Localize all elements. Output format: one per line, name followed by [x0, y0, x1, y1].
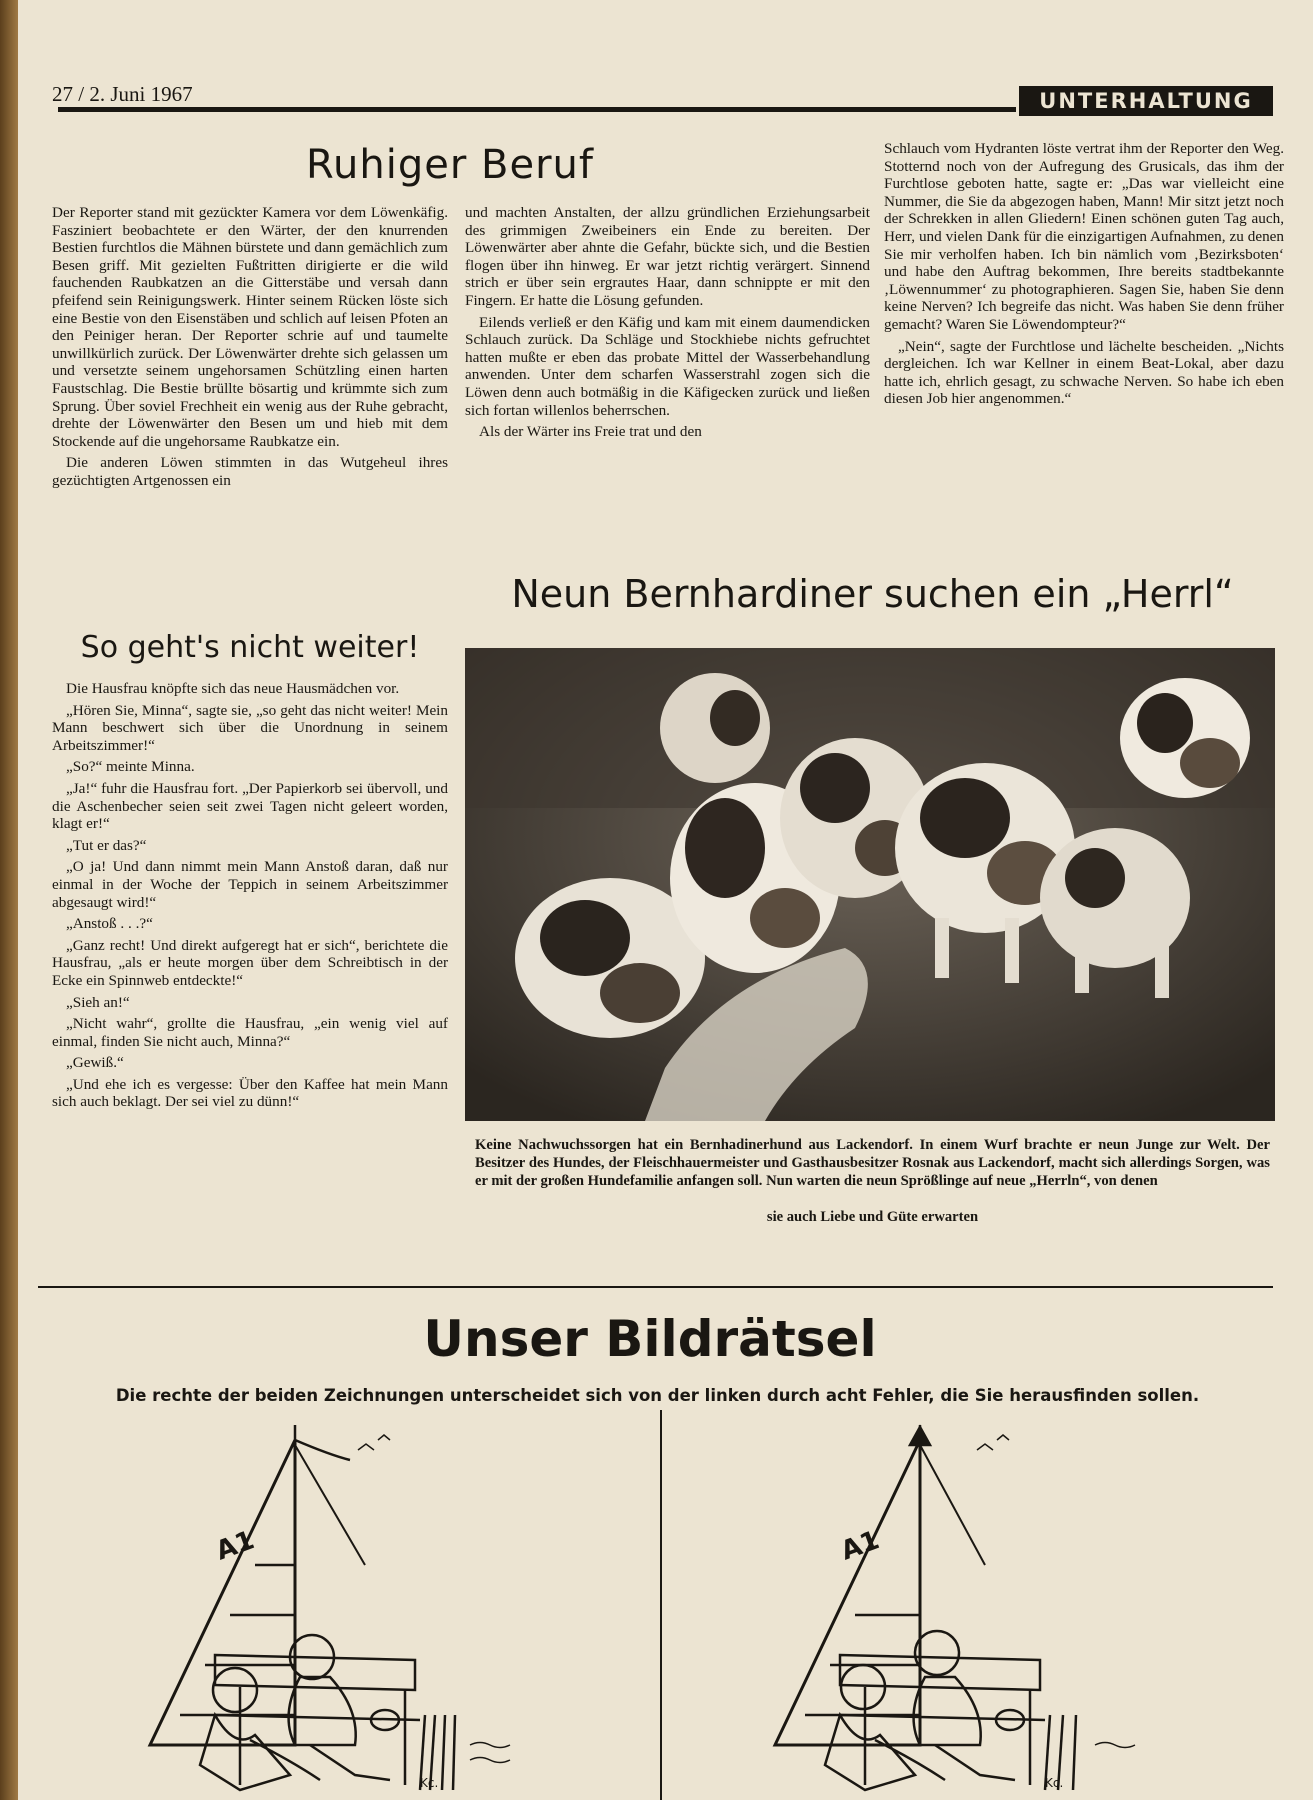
- puzzle-drawing-right: [745, 1415, 1215, 1795]
- article-title-ruhiger-beruf: Ruhiger Beruf: [306, 142, 594, 188]
- article1-paragraph: Als der Wärter ins Freie trat und den: [479, 423, 702, 441]
- article-title-bernhardiner: Neun Bernhardiner suchen ein „Herrl“: [511, 572, 1234, 616]
- puppies-photo: [465, 648, 1275, 1121]
- article1-column2: [465, 204, 870, 445]
- article1-paragraph: Eilends verließ er den Käfig und kam mit einem daumendicken Schlauch zurück. Da Schläge und Stockhiebe nichts gefruchtet hatten mußte er eben das probate Mittel der Wasserbehandlung anwenden. Unter dem scharfen Wasserstrahl zogen sich die Löwen denn auch botmäßig in die Käfigecken zurück und ließen sich fortan willenlos beherrschen.: [465, 313, 870, 419]
- puzzle-title: Unser Bildrätsel: [423, 1310, 877, 1368]
- page-folio: 27 / 2. Juni 1967: [52, 82, 193, 106]
- sailing-scene-left: [120, 1415, 590, 1795]
- sail-label-right: A1: [837, 1525, 884, 1567]
- sail-label-left: A1: [212, 1525, 259, 1567]
- article2-paragraph: „Nicht wahr“, grollte die Hausfrau, „ein wenig viel auf einmal, finden Sie nicht auch, Minna?“: [52, 1015, 448, 1050]
- header-rule: [58, 107, 1016, 112]
- article2-body: [52, 680, 448, 1115]
- article2-paragraph: „Ja!“ fuhr die Hausfrau fort. „Der Papierkorb sei übervoll, und die Aschenbecher seien seit zwei Tagen nicht geleert worden, klagt er!“: [52, 779, 448, 833]
- article2-paragraph: „Tut er das?“: [66, 836, 147, 854]
- article1-paragraph: und machten Anstalten, der allzu gründlichen Erziehungsarbeit des grimmigen Zweibeiners ein Ende zu bereiten. Der Löwenwärter aber ahnte die Gefahr, bückte sich, und die Bestien flogen über ihn hinweg. Er war jetzt richtig verärgert. Sinnend strich er über sein ergrautes Haar, dann schnippte er mit den Fingern. Er hatte die Lösung gefunden.: [465, 204, 870, 309]
- article2-paragraph: „Hören Sie, Minna“, sagte sie, „so geht das nicht weiter! Mein Mann beschwert sich über die Unordnung in seinem Arbeitszimmer!“: [52, 701, 448, 754]
- article1-paragraph: „Nein“, sagte der Furchtlose und lächelte bescheiden. „Nichts dergleichen. Ich war Kellner in einem Beat-Lokal, aber dazu hatte ich, ehrlich gesagt, zu schwache Nerven. So habe ich eben diesen Job hier angenommen.“: [884, 337, 1284, 408]
- artist-signature-right: Kc.: [1045, 1776, 1064, 1790]
- article1-paragraph: Der Reporter stand mit gezückter Kamera vor dem Löwenkäfig. Fasziniert beobachtete er den Wärter, der den knurrenden Bestien furchtlos die Mähnen bürstete und dann gemächlich zum Besen griff. Mit gezielten Fußtritten dirigierte er die wild fauchenden Raubkatzen an die Gitterstäbe und versah dann pfeifend sein Reinigungswerk. Hinter seinem Rücken löste sich eine Bestie von den Eisenstäben und schlich auf leisen Pfoten an den Peiniger heran. Der Reporter schrie auf und taumelte unwillkürlich zurück. Der Löwenwärter drehte sich gelassen um und versetzte seinem ungehorsamen Schützling einen harten Faustschlag. Die Bestie brüllte bösartig und krümmte sich zum Sprung. Über soviel Frechheit ein wenig aus der Ruhe gebracht, drehte der Löwenwärter den Besen um und hieb mit dem Stockende auf die ungehorsame Raubkatze ein.: [52, 204, 448, 450]
- article2-paragraph: „O ja! Und dann nimmt mein Mann Anstoß daran, daß nur einmal in der Woche der Teppich in seinem Arbeitszimmer abgesaugt wird!“: [52, 858, 448, 911]
- article1-column3: [884, 140, 1284, 412]
- photo-caption: Keine Nachwuchssorgen hat ein Bernhadinerhund aus Lackendorf. In einem Wurf brachte er neun Junge zur Welt. Der Besitzer des Hundes, der Fleischhauermeister und Gasthausbesitzer Rosnak aus Lackendorf, macht sich allerdings Sorgen, was er mit der großen Hundefamilie anfangen soll. Nun warten die neun Sprößlinge auf neue „Herrln“, von denen: [475, 1137, 1270, 1189]
- puzzle-instruction: Die rechte der beiden Zeichnungen unterscheidet sich von der linken durch acht Fehler, die Sie herausfinden sollen.: [115, 1386, 1200, 1405]
- section-label: UNTERHALTUNG: [1019, 86, 1273, 116]
- article2-paragraph: „So?“ meinte Minna.: [66, 758, 195, 776]
- binding-edge: [0, 0, 18, 1800]
- artist-signature-left: Kc.: [420, 1776, 439, 1790]
- puzzle-center-line: [660, 1410, 662, 1800]
- photo-caption-last-line: sie auch Liebe und Güte erwarten: [766, 1209, 979, 1225]
- article2-paragraph: „Ganz recht! Und direkt aufgeregt hat er sich“, berichtete die Hausfrau, „als er heute morgen über dem Schreibtisch in der Ecke ein Spinnweb entdeckte!“: [52, 936, 448, 989]
- article2-paragraph: Die Hausfrau knöpfte sich das neue Hausmädchen vor.: [66, 680, 400, 697]
- article2-paragraph: „Und ehe ich es vergesse: Über den Kaffee hat mein Mann sich auch beklagt. Der sei viel zu dünn!“: [52, 1075, 448, 1111]
- article1-paragraph: Schlauch vom Hydranten löste vertrat ihm der Reporter den Weg. Stotternd noch von der Aufregung des Grusicals, das ihm der Furchtlose geboten hatte, sagte er: „Das war vielleicht eine Nummer, die Sie da abgezogen haben, Mann! Mir sitzt jetzt noch der Schrekken in allen Gliedern! Einen schönen guten Tag auch, Herr, und vielen Dank für die einzigartigen Aufnahmen, zu denen Sie mir verholfen haben. Ich bin nämlich vom ‚Bezirksboten‘ und habe den Auftrag bekommen, Ihre bereits stadtbekannte ‚Löwennummer‘ zu photographieren. Sagen Sie, haben Sie denn keine Nerven? Ich begreife das nicht. Was haben Sie denn früher gemacht? Waren Sie Löwendompteur?“: [884, 140, 1284, 333]
- article-title-so-gehts: So geht's nicht weiter!: [80, 630, 420, 665]
- sailing-scene-right: [745, 1415, 1215, 1795]
- article2-paragraph: „Anstoß . . .?“: [66, 915, 153, 933]
- article2-paragraph: „Sieh an!“: [66, 993, 130, 1011]
- section-divider: [38, 1286, 1273, 1288]
- article1-column1: [52, 204, 448, 494]
- article1-paragraph: Die anderen Löwen stimmten in das Wutgeheul ihres gezüchtigten Artgenossen ein: [52, 454, 448, 489]
- article2-paragraph: „Gewiß.“: [66, 1054, 124, 1072]
- puppies-photo-graphic: [465, 648, 1275, 1121]
- puzzle-drawing-left: [120, 1415, 590, 1795]
